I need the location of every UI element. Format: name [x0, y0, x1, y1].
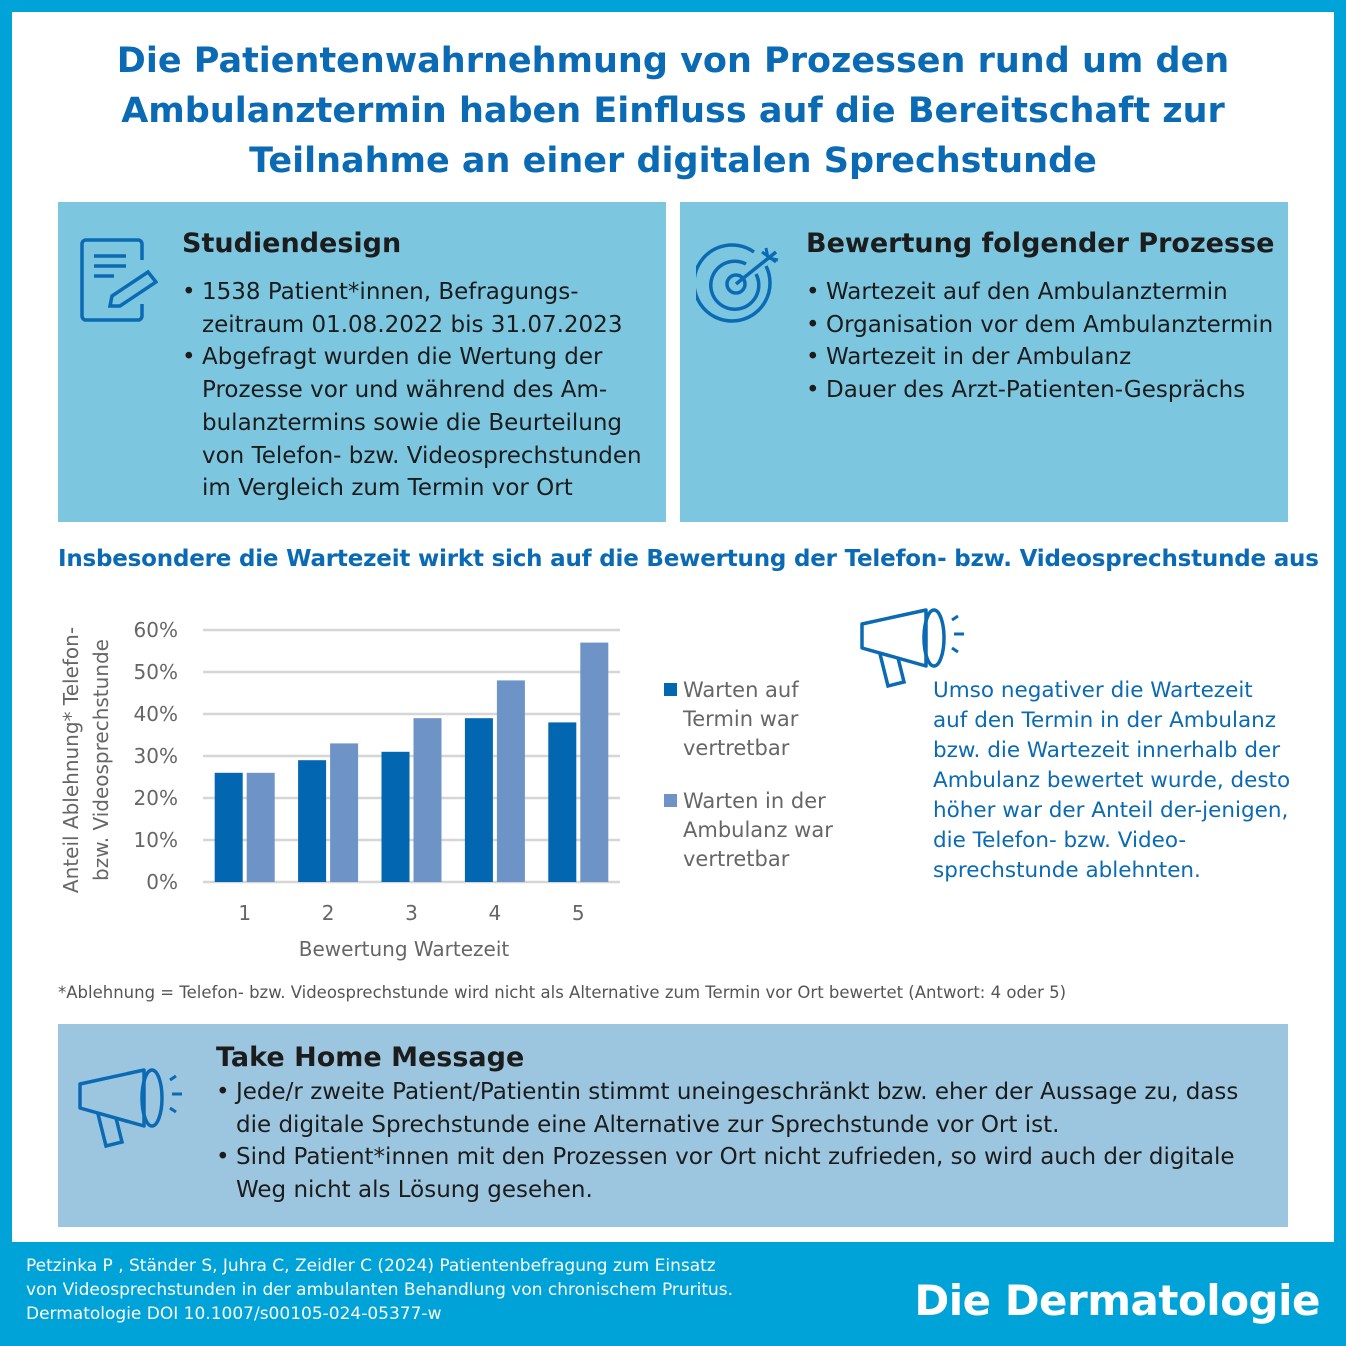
x-tick-label: 5 [571, 901, 585, 925]
bar-1-1 [215, 773, 243, 882]
citation [26, 1254, 733, 1326]
list-item: • Wartezeit in der Ambulanz [806, 341, 1276, 374]
x-tick-label: 2 [321, 901, 335, 925]
journal-logo: Die Dermatologie [914, 1276, 1320, 1325]
y-axis-label-line1: Anteil Ablehnung* Telefon- [59, 626, 83, 894]
y-tick-label: 60% [133, 618, 178, 642]
citation-line: von Videosprechstunden in der ambulanten Behandlung von chronischem Pruritus. [26, 1280, 734, 1300]
list-item: • Dauer des Arzt-Patienten-Gesprächs [806, 374, 1276, 407]
y-tick-label: 0% [146, 870, 178, 894]
megaphone-icon [76, 1064, 186, 1154]
y-tick-label: 10% [133, 828, 178, 852]
bar-2-1 [247, 773, 275, 882]
x-tick-label: 4 [488, 901, 502, 925]
list-item: • Organisation vor dem Ambulanztermin [806, 309, 1276, 342]
studiendesign-panel [58, 202, 666, 522]
bar-chart [0, 590, 660, 970]
x-axis-label: Bewertung Wartezeit [298, 937, 510, 961]
legend-swatch [664, 794, 677, 807]
document-pen-icon [78, 232, 158, 322]
take-home-panel [58, 1024, 1288, 1227]
legend-text: Termin war [683, 707, 799, 731]
legend-text: Warten auf [683, 678, 799, 702]
list-item: • Sind Patient*innen mit den Prozessen vor Ort nicht zufrieden, so wird auch der digitale Weg nicht als Lösung gesehen. [216, 1141, 1256, 1206]
bar-1-5 [548, 722, 576, 882]
y-tick-label: 50% [133, 660, 178, 684]
legend-text: Warten in der [683, 789, 826, 813]
bar-2-2 [330, 743, 358, 882]
bar-1-2 [298, 760, 326, 882]
bar-2-5 [580, 643, 608, 882]
y-tick-label: 40% [133, 702, 178, 726]
bar-1-4 [465, 718, 493, 882]
y-tick-label: 20% [133, 786, 178, 810]
y-axis-label-line2: bzw. Videosprechstunde [89, 639, 113, 881]
legend-text: Ambulanz war [683, 818, 833, 842]
bewertung-panel [680, 202, 1288, 522]
bewertung-heading: Bewertung folgender Prozesse [806, 228, 1275, 259]
citation-line: Petzinka P , Ständer S, Juhra C, Zeidler C (2024) Patientenbefragung zum Einsatz [26, 1256, 716, 1276]
chart-subheading: Insbesondere die Wartezeit wirkt sich auf die Bewertung der Telefon- bzw. Videosprechstunde aus [58, 546, 1319, 572]
take-home-heading: Take Home Message [216, 1042, 525, 1073]
y-tick-label: 30% [133, 744, 178, 768]
list-item: • 1538 Patient*innen, Befragungs-zeitraum 01.08.2022 bis 31.07.2023 [182, 276, 652, 341]
x-tick-label: 1 [238, 901, 252, 925]
studiendesign-heading: Studiendesign [182, 228, 402, 259]
bar-1-3 [382, 752, 410, 882]
bar-2-3 [414, 718, 442, 882]
list-item: • Jede/r zweite Patient/Patientin stimmt uneingeschränkt bzw. eher der Aussage zu, dass die digitale Sprechstunde eine Alternative zur Sprechstunde vor Ort ist. [216, 1076, 1256, 1141]
legend-item-2 [664, 787, 833, 874]
list-item: • Wartezeit auf den Ambulanztermin [806, 276, 1276, 309]
legend-swatch [664, 683, 677, 696]
bar-2-4 [497, 680, 525, 882]
footnote: *Ablehnung = Telefon- bzw. Videosprechstunde wird nicht als Alternative zum Termin vor Ort bewertet (Antwort: 4 oder 5) [58, 983, 1067, 1002]
citation-line: Dermatologie DOI 10.1007/s00105-024-05377-w [26, 1304, 442, 1324]
legend-text: vertretbar [683, 847, 790, 871]
legend-text: vertretbar [683, 736, 790, 760]
target-arrow-icon [696, 238, 786, 328]
x-tick-label: 3 [405, 901, 418, 925]
legend-item-1 [664, 676, 799, 763]
callout-text: Umso negativer die Wartezeit auf den Termin in der Ambulanz bzw. die Wartezeit innerhalb der Ambulanz bewertet wurde, desto höher war der Anteil der-jenigen, die Telefon- bzw. Video-sprechstunde ablehnten. [933, 678, 1291, 883]
list-item: • Abgefragt wurden die Wertung der Prozesse vor und während des Am-bulanztermins sowie die Beurteilung von Telefon- bzw. Videosprechstunden im Vergleich zum Termin vor Ort [182, 341, 652, 505]
page-title: Die Patientenwahrnehmung von Prozessen rund um den Ambulanztermin haben Einfluss auf die Bereitschaft zur Teilnahme an einer digitalen Sprechstunde [116, 41, 1230, 181]
